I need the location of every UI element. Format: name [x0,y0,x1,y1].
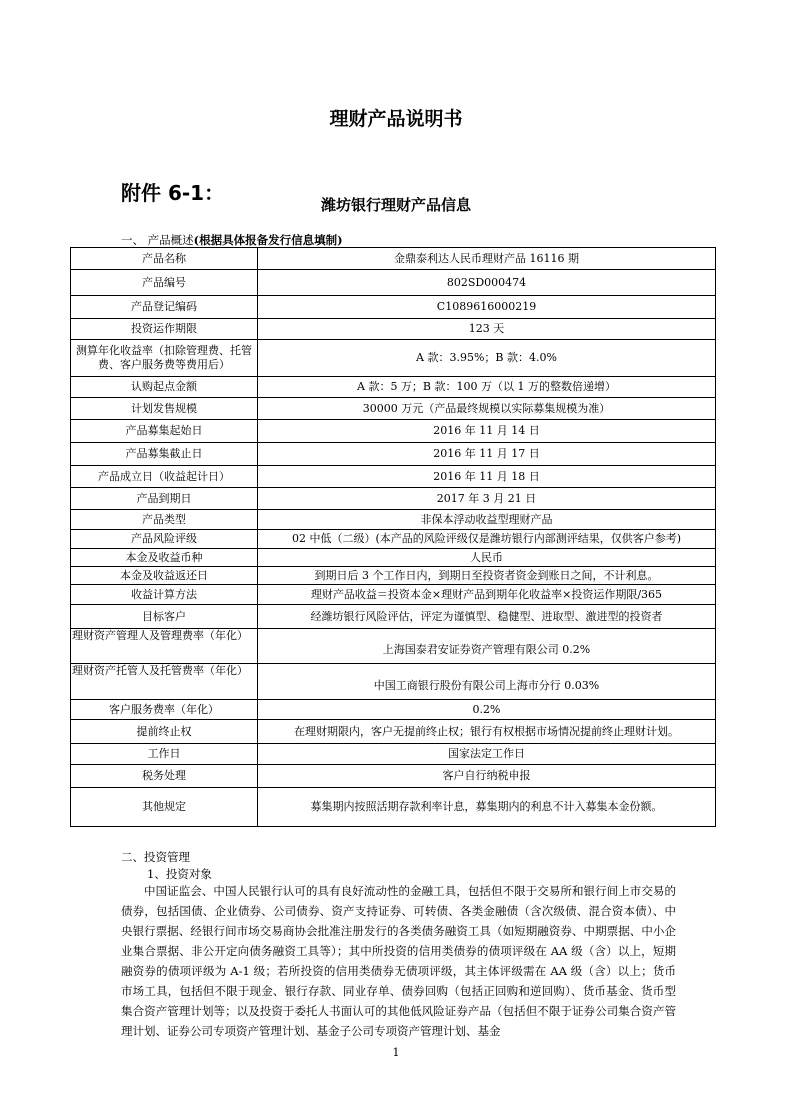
row-key: 其他规定 [71,788,258,827]
table-row [71,664,716,700]
table-row [71,270,716,296]
section-2-title: 二、投资管理 [121,850,190,864]
table-row [71,720,716,744]
row-key: 收益计算方法 [71,585,258,605]
table-row [71,319,716,340]
row-key: 测算年化收益率（扣除管理费、托管费、客户服务费等费用后） [71,340,258,377]
row-value: A 款：3.95%；B 款：4.0% [258,340,716,377]
table-row [71,466,716,488]
row-value: 2017 年 3 月 21 日 [258,488,716,510]
row-key: 工作日 [71,744,258,765]
row-key: 产品募集截止日 [71,443,258,466]
section-1-title: 一、 产品概述 [121,233,194,247]
section-1-note: (根据具体报备发行信息填制) [193,233,343,247]
table-row [71,420,716,443]
row-value: A 款：5 万；B 款：100 万（以 1 万的整数倍递增） [258,377,716,398]
row-key: 产品成立日（收益起计日） [71,466,258,488]
row-key: 产品类型 [71,510,258,530]
row-value: 802SD000474 [258,270,716,296]
row-key: 本金及收益返还日 [71,567,258,585]
row-key: 目标客户 [71,605,258,629]
row-value: 募集期内按照活期存款利率计息，募集期内的利息不计入募集本金份额。 [258,788,716,827]
row-value: C1089616000219 [258,296,716,319]
row-value: 0.2% [258,700,716,720]
row-value: 金鼎泰利达人民币理财产品 16116 期 [258,248,716,270]
row-value: 在理财期限内，客户无提前终止权；银行有权根据市场情况提前终止理财计划。 [258,720,716,744]
table-row [71,443,716,466]
row-value: 2016 年 11 月 14 日 [258,420,716,443]
row-value: 到期日后 3 个工作日内，到期日至投资者资金到账日之间，不计利息。 [258,567,716,585]
row-key: 产品风险评级 [71,530,258,549]
row-value: 02 中低（二级）(本产品的风险评级仅是潍坊银行内部测评结果，仅供客户参考) [258,530,716,549]
row-value: 123 天 [258,319,716,340]
product-info-table [70,247,716,827]
subsection-1-title: 1、投资对象 [147,867,212,881]
investment-paragraph: 中国证监会、中国人民银行认可的具有良好流动性的金融工具，包括但不限于交易所和银行间上市交易的债券，包括国债、企业债券、公司债券、资产支持证券、可转债、各类金融债（含次级债、混合资本债）、中央银行票据、经银行间市场交易商协会批准注册发行的各类债务融资工具（如短期融资券、中期票据、中小企业集合票据、非公开定向债务融资工具等）；其中所投资的信用类债券的债项评级在 AA 级（含）以上，短期融资券的债项评级为 A-1 级；若所投资的信用类债券无债项评级，其主体评级需在 AA 级（含）以上；货币市场工具，包括但不限于现金、银行存款、同业存单、债券回购（包括正回购和逆回购）、货币基金、货币型集合资产管理计划等；以及投资于委托人书面认可的其他低风险证券产品（包括但不限于证券公司集合资产管理计划、证券公司专项资产管理计划、基金子公司专项资产管理计划、基金 [121,884,676,1038]
table-row [71,398,716,420]
row-value: 30000 万元（产品最终规模以实际募集规模为准） [258,398,716,420]
row-key: 产品编号 [71,270,258,296]
row-key: 投资运作期限 [71,319,258,340]
page-title: 理财产品说明书 [329,108,463,130]
row-value: 经潍坊银行风险评估，评定为谨慎型、稳健型、进取型、激进型的投资者 [258,605,716,629]
row-key: 产品登记编码 [71,296,258,319]
row-key: 产品到期日 [71,488,258,510]
row-key: 提前终止权 [71,720,258,744]
table-row [71,530,716,549]
row-value: 客户自行纳税申报 [258,765,716,788]
table-row [71,248,716,270]
table-row [71,510,716,530]
row-key: 本金及收益币种 [71,549,258,567]
row-key: 税务处理 [71,765,258,788]
row-key: 产品募集起始日 [71,420,258,443]
annex-label: 附件 6-1： [121,181,225,205]
table-row [71,567,716,585]
row-value: 2016 年 11 月 17 日 [258,443,716,466]
row-value: 国家法定工作日 [258,744,716,765]
page-number: 1 [392,1046,400,1059]
table-row [71,585,716,605]
row-value: 理财产品收益＝投资本金×理财产品到期年化收益率×投资运作期限/365 [258,585,716,605]
table-subtitle: 潍坊银行理财产品信息 [320,196,471,214]
table-row [71,340,716,377]
table-row [71,765,716,788]
section-1-heading [121,232,343,248]
table-row [71,296,716,319]
row-value: 中国工商银行股份有限公司上海市分行 0.03% [258,664,716,700]
table-row [71,744,716,765]
table-row [71,549,716,567]
row-value: 上海国泰君安证券资产管理有限公司 0.2% [258,629,716,664]
row-key: 产品名称 [71,248,258,270]
table-row [71,488,716,510]
row-key: 客户服务费率（年化） [71,700,258,720]
row-key: 计划发售规模 [71,398,258,420]
row-value: 2016 年 11 月 18 日 [258,466,716,488]
row-key: 理财资产管理人及管理费率（年化） [71,629,258,664]
table-row [71,788,716,827]
row-key: 认购起点金额 [71,377,258,398]
row-value: 人民币 [258,549,716,567]
table-row [71,700,716,720]
row-value: 非保本浮动收益型理财产品 [258,510,716,530]
table-row [71,605,716,629]
table-row [71,377,716,398]
table-row [71,629,716,664]
row-key: 理财资产托管人及托管费率（年化） [71,664,258,700]
